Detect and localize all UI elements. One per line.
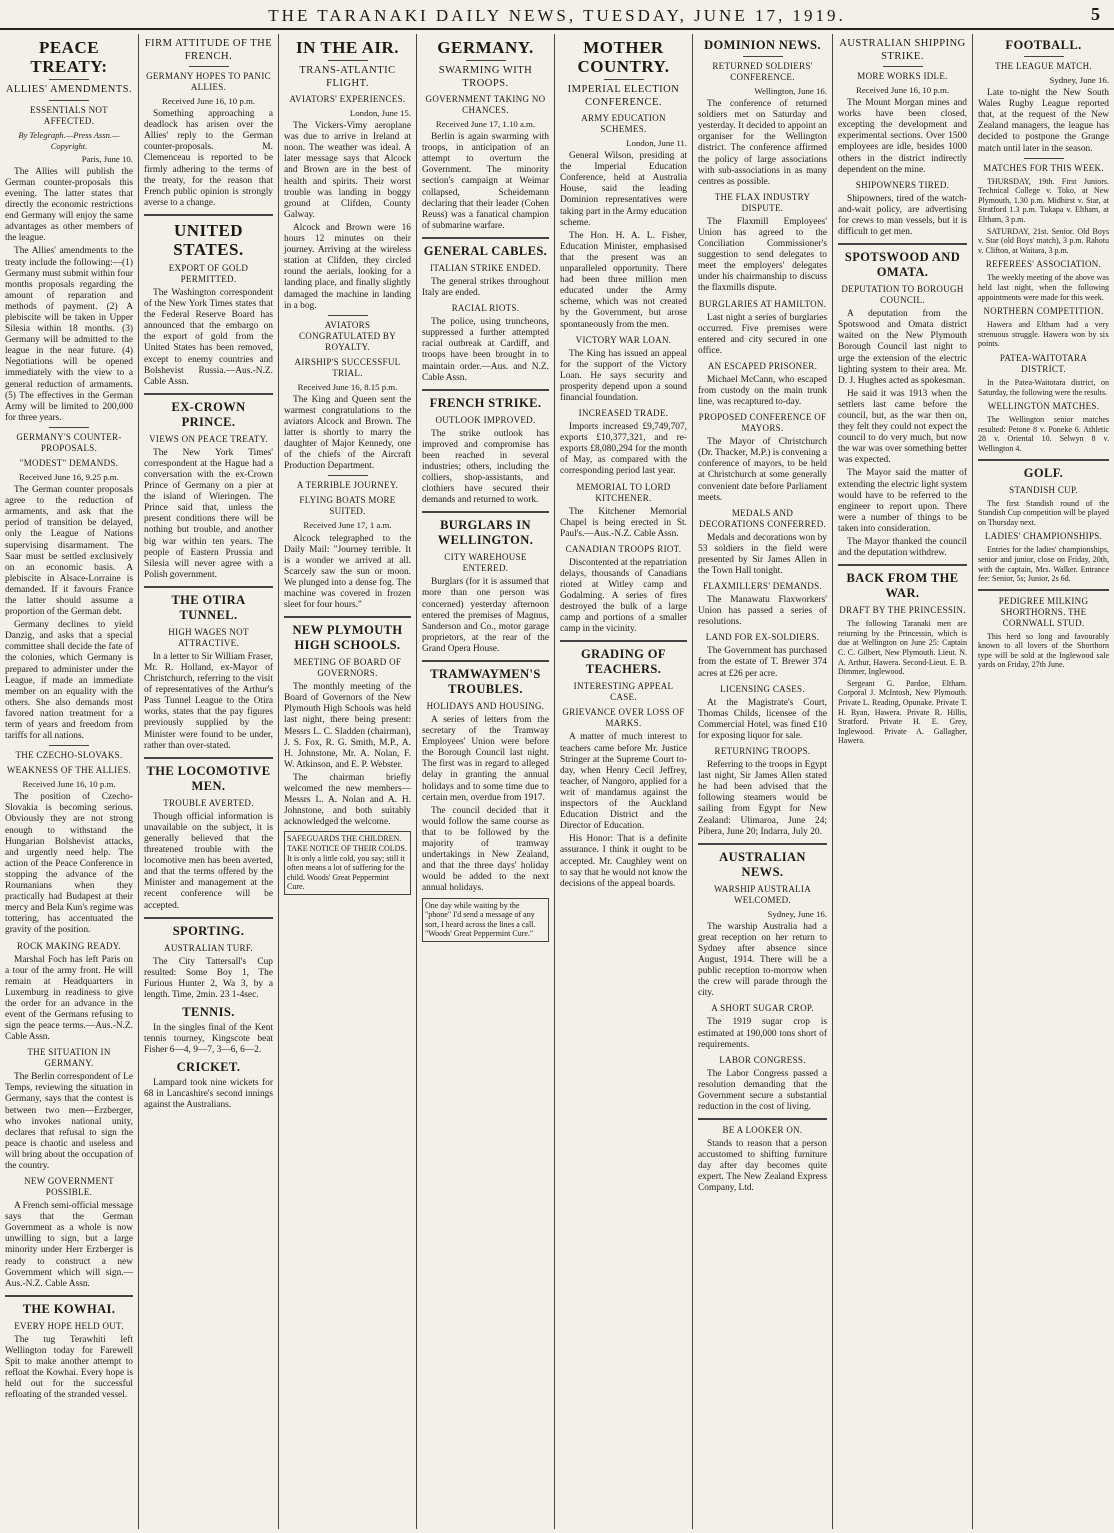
article-subhead: DEPUTATION TO BOROUGH COUNCIL.: [841, 284, 964, 306]
paragraph: The Allies' amendments to the treaty include the following:—(1) Germany must submit within four months proposals regarding the amount of reparation and methods of payment. (2) A plebiscite will be taken in Upper Silesia within 18 months. (3) Germany will be admitted to the league in the near future. (4) Negotiations will be opened immediately with the view to a general reduction of armaments. (5) The effectives in the German Army will be limited to 200,000 for three years.: [5, 246, 133, 423]
dateline: London, June 15.: [349, 108, 411, 118]
article-subhead: MEDALS AND DECORATIONS CONFERRED.: [698, 507, 827, 529]
article-headline: CRICKET.: [176, 1060, 241, 1075]
paragraph: Alcock and Brown were 16 hours 12 minutes on their journey. Arriving at the wireless station at Clifden, they circled round the aerials, looking for a landing place, and finally slightly damaged the machine in landing in a bog.: [284, 222, 411, 311]
paragraph: The first Standish round of the Standish Cup competition will be played on Thursday next.: [978, 498, 1109, 527]
paragraph: Last night a series of burglaries occurred. Five premises were entered and city secured in one office.: [698, 312, 827, 356]
article-subhead: THE LEAGUE MATCH.: [995, 61, 1092, 71]
paragraph: The King and Queen sent the warmest congratulations to the aviators Alcock and Brown. The latter is shortly to marry the daughter of Major Kennedy, one of the chiefs of the Aircraft Production Department.: [284, 394, 411, 472]
dateline: Received June 17, 1.10 a.m.: [435, 119, 536, 129]
article-headline: TRAMWAYMEN'S TROUBLES.: [430, 667, 541, 696]
paragraph: The strike outlook has improved and compromise has been reached in several industries; others, including the colliers, shop-assistants, and clothiers have secured their demands and returned to work.: [422, 428, 549, 506]
paragraph: In the Patea-Waitotara district, on Saturday, the following were the results.: [978, 377, 1109, 397]
page-number: 5: [1091, 4, 1100, 24]
article-subhead: VIEWS ON PEACE TREATY.: [149, 433, 268, 444]
paragraph: Medals and decorations won by 53 soldiers in the field were presented by Sir James Allen in the Town Hall tonight.: [698, 532, 827, 576]
article-subhead: "MODEST" DEMANDS.: [19, 457, 119, 468]
paragraph: The Kitchener Memorial Chapel is being erected in St. Paul's.—Aus.-N.Z. Cable Assn.: [560, 506, 687, 539]
paragraph: The weekly meeting of the above was held last night, when the following appointments were made for this week.: [978, 273, 1109, 302]
paragraph: Entries for the ladies' championships, senior and junior, close on Friday, 20th, with the captain, Mrs. Walker. Entrance fee: Senior, 5s; Junior, 2s 6d.: [978, 545, 1109, 584]
article-headline: EX-CROWN PRINCE.: [171, 399, 246, 429]
paragraph: The Mayor of Christchurch (Dr. Thacker, M.P.) is convening a conference of mayors, to be held at Christchurch at some generally convenient date before Parliament meets.: [698, 437, 827, 503]
masthead: [0, 0, 1114, 30]
column-8: [973, 34, 1114, 1529]
dateline: Sydney, June 16.: [767, 908, 827, 919]
paragraph: THURSDAY, 19th. First Juniors. Technical College v. Toko, at New Plymouth, 1.30 p.m. Midhirst v. Star, at Stratford 1.3 p.m. Tukapa v. Eltham, at Eltham, 3 p.m.: [978, 176, 1109, 225]
paragraph: The Allies will publish the German counter-proposals this evening. The latter states that directly the economic restrictions end Germany will enjoy the same advantages as other members of the league.: [5, 166, 133, 244]
paragraph: The 1919 sugar crop is estimated at 190,000 tons short of requirements.: [698, 1017, 827, 1050]
article-subhead: TRANS-ATLANTIC FLIGHT.: [299, 65, 396, 89]
article-headline: BACK FROM THE WAR.: [846, 571, 959, 601]
dateline: Wellington, June 16.: [754, 86, 827, 96]
article-subhead: CITY WAREHOUSE ENTERED.: [444, 552, 527, 574]
article-subhead: IMPERIAL ELECTION CONFERENCE.: [567, 84, 680, 108]
paragraph: The conference of returned soldiers met on Saturday and yesterday. It decided to appoint an organiser for the Wellington district. The conference affirmed the policy of large associations with sub-associations in as many centres as possible.: [698, 99, 827, 187]
article-subhead: LAND FOR EX-SOLDIERS.: [705, 632, 820, 643]
article-subhead: DRAFT BY THE PRINCESSIN.: [839, 605, 966, 616]
newspaper-title: THE TARANAKI DAILY NEWS, TUESDAY, JUNE 17, 1919.: [268, 6, 846, 25]
paragraph: A French semi-official message says that the German Government as a whole is now unwilling to sign, but a large minority under Herr Erzberger is ready to construct a new Government which will sign.—Aus.-N.Z. Cable Assn.: [5, 1201, 133, 1289]
article-subhead: RETURNING TROOPS.: [714, 746, 811, 757]
article-subhead: AN ESCAPED PRISONER.: [707, 360, 818, 371]
column-1: [0, 34, 138, 1529]
dateline: Received June 16, 10 p.m.: [855, 85, 950, 95]
article-subhead: VICTORY WAR LOAN.: [575, 334, 672, 345]
paragraph: In a letter to Sir William Fraser, Mr. R. Holland, ex-Mayor of Christchurch, referring to the visit of representatives of the Arthur's Pass Tunnel League to the Otira works, states that the pay figures previously supplied by the Minister were found to be under, rather than over-stated.: [144, 651, 273, 751]
article-subhead: TROUBLE AVERTED.: [163, 797, 254, 808]
paragraph: At the Magistrate's Court, Thomas Childs, licensee of the Commercial Hotel, was fined £10 for exposing liquor for sale.: [698, 697, 827, 741]
paragraph: Burglars (for it is assumed that more than one person was concerned) yesterday afternoon entered the premises of Magnus, Sanderson and Co., motor garage proprietors, at the rear of the Grand Opera House.: [422, 577, 549, 654]
article-headline: GOLF.: [1023, 465, 1064, 480]
paragraph: Germany declines to yield Danzig, and asks that a special committee shall decide the fate of the colonies, which Germany is prepared to administer under the League, if made an immediate member on an equality with the others. She also demands most favored nation treatment for a term of years and freedom from tariffs for all nations.: [5, 620, 133, 742]
article-subhead: GOVERNMENT TAKING NO CHANCES.: [425, 94, 546, 115]
article-subhead: HOLIDAYS AND HOUSING.: [426, 701, 545, 711]
article-subhead: CANADIAN TROOPS RIOT.: [565, 543, 682, 554]
article-subhead: AIRSHIP'S SUCCESSFUL TRIAL.: [294, 356, 401, 378]
paragraph: Discontented at the repatriation delays, thousands of Canadians rioted at Witley camp and Godalming. A series of fires destroyed the bulk of a large camp and portions of a smaller camp in the vicinity.: [560, 557, 687, 635]
article-headline: FRENCH STRIKE.: [429, 395, 542, 410]
article-subhead: MEETING OF BOARD OF GOVERNORS.: [293, 657, 402, 679]
article-subhead: A TERRIBLE JOURNEY.: [296, 480, 399, 491]
paragraph: Berlin is again swarming with troops, in anticipation of an attempt to overturn the Government. The minority section's campaign at Weimar collapsed, Scheidemann declaring that their leader (Cohen Reuss) was a fanatical champion of submarine warfare.: [422, 132, 549, 231]
article-subhead: GRIEVANCE OVER LOSS OF MARKS.: [562, 707, 685, 729]
article-headline: THE CZECHO-SLOVAKS.: [15, 750, 123, 761]
article-subhead: A SHORT SUGAR CROP.: [711, 1003, 814, 1014]
column-6: [693, 34, 832, 1529]
paragraph: The police, using truncheons, suppressed a further attempted racial outbreak at Cardiff, and troops have been brought in to maintain order.—Aus. and N.Z. Cable Assn.: [422, 317, 549, 383]
advertisement: One day while waiting by the "phone" I'd send a message of any sort, I heard across the lines a call. "Woods' Great Peppermint Cure.": [422, 898, 549, 942]
article-subhead: ROCK MAKING READY.: [17, 940, 121, 951]
article-headline: PEDIGREE MILKING SHORTHORNS. THE CORNWALL STUD.: [998, 595, 1089, 628]
article-subhead: INTERESTING APPEAL CASE.: [573, 681, 674, 703]
article-subhead: EVERY HOPE HELD OUT.: [14, 1320, 124, 1331]
dateline: Received June 16, 10 p.m.: [22, 779, 116, 790]
byline: By Telegraph.—Press Assn.—Copyright.: [18, 129, 120, 151]
article-subhead: WARSHIP AUSTRALIA WELCOMED.: [713, 883, 812, 905]
paragraph: Imports increased £9,749,707, exports £10,377,321, and re-exports £8,080,294 for the month of May, as compared with the corresponding period last year.: [560, 422, 687, 477]
dateline: Received June 16, 9.25 p.m.: [19, 471, 119, 482]
dateline: Paris, June 10.: [81, 153, 133, 164]
article-subhead: INCREASED TRADE.: [578, 408, 669, 419]
column-2: [139, 34, 278, 1529]
paragraph: The Vickers-Vimy aeroplane was due to arrive in Ireland at noon. The weather was ideal. A later message says that Alcock and Brown are in the best of health and spirits. Their worst trouble was landing in boggy ground at Clifden, County Galway.: [284, 121, 411, 220]
paragraph: The warship Australia had a great reception on her return to Sydney after absence since August, 1914. There will be a public reception to-morrow when the crew will parade through the city.: [698, 921, 827, 999]
column-5: [555, 34, 692, 1529]
dateline: Received June 16, 10 p.m.: [161, 96, 256, 106]
paragraph: The Berlin correspondent of Le Temps, reviewing the situation in Germany, says that the contest is between two men—Erzberger, who invokes national unity, declares that refusal to sign the peace is chaotic and useless and will bring about the occupation of the country.: [5, 1072, 133, 1171]
article-headline: THE KOWHAI.: [22, 1301, 116, 1316]
paragraph: The Wellington senior matches resulted: Petone 8 v. Poneke 6. Athletic 28 v. Oriental 10. Selwyn 8 v. Wellington 4.: [978, 415, 1109, 453]
article-subhead: SWARMING WITH TROOPS.: [438, 65, 533, 89]
paragraph: Late to-night the New South Wales Rugby League reported that, at the request of the New Zealand managers, the league has decided to postpone the Grange match until later in the season.: [978, 88, 1109, 154]
paragraph: The City Tattersall's Cup resulted: Some Boy 1, The Furious Hunter 2, Wa 3, by a length. Time, 2min. 23 1-4sec.: [144, 956, 273, 1000]
article-subhead: PATEA-WAITOTARA DISTRICT.: [999, 352, 1088, 374]
article-headline: PEACE TREATY:: [30, 38, 108, 76]
article-subhead: LADIES' CHAMPIONSHIPS.: [984, 531, 1103, 542]
article-headline: GERMANY'S COUNTER-PROPOSALS.: [16, 431, 122, 453]
paragraph: The New York Times' correspondent at the Hague had a conversation with the ex-Crown Prince of Germany on a pier at the island of Wieringen. The Prince said that, unless the present conditions there will be nothing but trouble, and another big war within ten years. The people of Eastern Prussia and Silesia will never agree with a Polish government.: [144, 447, 273, 580]
article-headline: GRADING OF TEACHERS.: [581, 647, 666, 677]
paragraph: The King has issued an appeal for the support of the Victory Loan. He says security and prosperity depend upon a sound financial foundation.: [560, 348, 687, 403]
article-headline: THE LOCOMOTIVE MEN.: [146, 763, 271, 793]
article-subhead: ESSENTIALS NOT AFFECTED.: [30, 104, 108, 126]
article-subhead: ALLIES' AMENDMENTS.: [5, 84, 133, 95]
article-headline: FIRM ATTITUDE OF THE FRENCH.: [144, 38, 273, 62]
paragraph: Alcock telegraphed to the Daily Mail: "Journey terrible. It is a wonder we arrived at all. Scarcely saw the sun or moon. We plunged into a dense fog. The machine was covered in frozen sleet for four hours.": [284, 533, 411, 611]
paragraph: In the singles final of the Kent tennis tourney, Kingscote beat Fisher 6—4, 9—7, 3—6, 6—2.: [144, 1022, 273, 1056]
article-headline: IN THE AIR.: [296, 38, 399, 57]
article-subhead: ITALIAN STRIKE ENDED.: [430, 262, 541, 273]
paragraph: The chairman briefly welcomed the new members—Messrs L. A. Nolan and A. H. Johnstone, and both suitably acknowledged the welcome.: [284, 772, 411, 828]
article-headline: MOTHER COUNTRY.: [577, 38, 670, 76]
paragraph: The following Taranaki men are returning by the Princessin, which is due at Wellington on June 25: Captain C. C. Gilbert, New Plymouth. Lieut. N. A. Arthur, Hawera. Second-Lieut. E. B. Dimmer, Inglewood.: [838, 619, 967, 677]
paragraph: A matter of much interest to teachers came before Mr. Justice Stringer at the Supreme Court to-day, when Henry Cecil Jeffrey, teacher, of Nangoro, applied for a writ of mandamus against the inspectors of the Auckland Education District and the Director of Education.: [560, 732, 687, 832]
paragraph: The Labor Congress passed a resolution demanding that the Government secure a substantial reduction in the cost of living.: [698, 1068, 827, 1112]
dateline: Received June 16, 8.15 p.m.: [297, 381, 398, 392]
article-subhead: FLAXMILLERS' DEMANDS.: [703, 581, 822, 592]
paragraph: The German counter proposals agree to the reduction of armaments, and ask that the period of transition be delayed, only the League of Nations supervising disarmament. The Saar must be settled exclusively on an economic basis. A plebiscite in Alsace-Lorraine is demanded. If it favours France the latter should assume a proportion of the German debt.: [5, 485, 133, 618]
paragraph: The Manawatu Flaxworkers' Union has passed a series of resolutions.: [698, 595, 827, 628]
paragraph: Lampard took nine wickets for 68 in Lancashire's second innings against the Australians.: [144, 1078, 273, 1111]
paragraph: He said it was 1913 when the settlers last came before the council, but, as the war then on, they felt they could not expect the council to do very much, but now the war was over something better was expected.: [838, 388, 967, 466]
paragraph: The council decided that it would follow the same course as that to be followed by the majority of tramway undertakings in New Zealand, and that the three days' holiday would be added to the next annual holidays.: [422, 805, 549, 894]
paragraph: The monthly meeting of the Board of Governors of the New Plymouth High Schools was held last night, there being present: Messrs L. C. Sladden (chairman), J. S. Fox, R. G. Smith, M.P., A. H. Johnstone, Mr. A. Nolan, F. W. Atkinson, and E. P. Webster.: [284, 682, 411, 770]
paragraph: Shipowners, tired of the watch-and-wait policy, are advertising for crews to man vessels, but it is difficult to get men.: [838, 193, 967, 238]
column-7: [833, 34, 972, 1529]
article-headline: THE OTIRA TUNNEL.: [171, 592, 246, 622]
article-subhead: WEAKNESS OF THE ALLIES.: [6, 765, 132, 776]
article-headline: SPOTSWOOD AND OMATA.: [844, 250, 961, 280]
paragraph: The Washington correspondent of the New York Times states that the Federal Reserve Board has announced that the embargo on the export of gold from the United States has been removed, except to enemy countries and Bolshevist Russia.—Aus.-N.Z. Cable Assn.: [144, 287, 273, 387]
article-subhead: EXPORT OF GOLD PERMITTED.: [168, 262, 249, 284]
article-subhead: BURGLARIES AT HAMILTON.: [698, 298, 827, 309]
article-headline: DOMINION NEWS.: [704, 38, 821, 52]
article-headline: GERMANY.: [437, 38, 534, 57]
paragraph: A deputation from the Spotswood and Omata district waited on the New Plymouth Borough Council last night to urge the extension of the electric lighting system to their area. Mr. D. J. Hughes acted as spokesman.: [838, 309, 967, 386]
paragraph: The Flaxmill Employees' Union has agreed to the Conciliation Commissioner's suggestion to send delegates to meet the employers' delegates under his chairmanship to discuss the flaxmills dispute.: [698, 216, 827, 294]
article-subhead: LABOR CONGRESS.: [719, 1054, 806, 1065]
article-subhead: LICENSING CASES.: [720, 683, 805, 694]
article-subhead: AUSTRALIAN TURF.: [164, 942, 253, 953]
article-subhead: THE FLAX INDUSTRY DISPUTE.: [714, 191, 811, 213]
article-subhead: PROPOSED CONFERENCE OF MAYORS.: [698, 412, 827, 434]
paragraph: Referring to the troops in Egypt last night, Sir James Allen stated he had been advised that the following steamers would be sailing from Egypt for New Zealand: Ulimaroa, June 24; Pibera, June 20; Indarra, July 20.: [698, 760, 827, 837]
column-3: [279, 34, 416, 1529]
dateline: London, June 11.: [626, 138, 687, 148]
article-subhead: MORE WORKS IDLE.: [857, 71, 948, 81]
paragraph: The Mount Morgan mines and works have been closed, excepting the development and experimental sections. Over 1500 employees are idle, besides 1000 others in the district indirectly dependent on the mine.: [838, 98, 967, 175]
article-headline: AUSTRALIAN NEWS.: [719, 849, 806, 879]
dateline: Sydney, June 16.: [1049, 75, 1109, 85]
article-headline: AUSTRALIAN SHIPPING STRIKE.: [839, 38, 966, 62]
paragraph: His Honor: That is a definite assurance. I think it ought to be accepted. Mr. Caughley went on to say that he would not know the decisions of the appeal boards.: [560, 834, 687, 889]
article-subhead: WELLINGTON MATCHES.: [987, 401, 1100, 412]
article-subhead: NORTHERN COMPETITION.: [983, 306, 1104, 317]
paragraph: The Hon. H. A. L. Fisher, Education Minister, emphasised that the present was an unparalleled opportunity. There had been three million men educated under the Army scheme, which was not created by the Government, but arose spontaneously from the men.: [560, 230, 687, 330]
paragraph: The Mayor said the matter of extending the electric light system would have to be referred to the engineer to report upon. There were a number of things to be taken into consideration.: [838, 468, 967, 534]
article-subhead: THE SITUATION IN GERMANY.: [27, 1047, 111, 1069]
paragraph: Something approaching a deadlock has arisen over the Allies' reply to the German counter-proposals. M. Clemenceau is reported to be firmly adhering to the terms of the treaty, for the reason that French public opinion is strongly averse to a change.: [144, 109, 273, 208]
article-subhead: AVIATORS CONGRATULATED BY ROYALTY.: [298, 319, 397, 352]
paragraph: Marshal Foch has left Paris on a tour of the army front. He will remain at Headquarters in Luxemburg in readiness to give the order for an advance in the event of the Germans refusing to sign the peace terms.—Aus.-N.Z. Cable Assn.: [5, 954, 133, 1043]
article-subhead: REFEREES' ASSOCIATION.: [985, 259, 1102, 270]
article-subhead: SHIPOWNERS TIRED.: [855, 179, 950, 190]
paragraph: General Wilson, presiding at the Imperial Education Conference, held at Australia House, said the leading Dominion representatives were taking part in the Army education scheme.: [560, 151, 687, 228]
article-subhead: ARMY EDUCATION SCHEMES.: [581, 113, 666, 134]
paragraph: Though official information is unavailable on the subject, it is generally believed that the threatened trouble with the locomotive men has been averted, and that the terms offered by the Minister and management at the recent conference will be accepted.: [144, 811, 273, 911]
paragraph: Stands to reason that a person accustomed to shifting furniture day after day becomes quite expert. The New Zealand Express Company, Ltd.: [698, 1139, 827, 1194]
paragraph: This herd so long and favourably known to all lovers of the Shorthorn type will be sold at the Inglewood sale yards on Friday, 27th June.: [978, 631, 1109, 670]
article-headline: NEW PLYMOUTH HIGH SCHOOLS.: [292, 623, 403, 653]
paragraph: Sergeant G. Pardoe, Eltham. Corporal J. McIntosh, New Plymouth. Private L. Reading, Opunake. Private T. H. Ryan, Hawera. Private R. Hillis, Stratford. Private H. E. Grey, Inglewood. Private A. Gallagher, Hawera.: [838, 678, 967, 746]
article-subhead: RACIAL RIOTS.: [451, 303, 520, 314]
column-4: [417, 34, 554, 1529]
paragraph: Hawera and Eltham had a very strenuous struggle. Hawera won by six points.: [978, 320, 1109, 349]
article-headline: UNITED STATES.: [173, 220, 244, 259]
article-headline: BE A LOOKER ON.: [722, 1125, 803, 1136]
article-headline: GENERAL CABLES.: [423, 243, 548, 258]
paragraph: The general strikes throughout Italy are ended.: [422, 276, 549, 299]
article-subhead: AVIATORS' EXPERIENCES.: [289, 94, 406, 104]
paragraph: A series of letters from the secretary of the Tramway Employees' Union were before the Borough Council last night. The first was in regard to alleged delay in granting the annual holidays and to some time due to certain men, overdue from 1917.: [422, 715, 549, 803]
advertisement: SAFEGUARDS THE CHILDREN. TAKE NOTICE OF THEIR COLDS. It is only a little cold, you say; still it often means a lot of suffering for the child. Woods' Great Peppermint Cure.: [284, 831, 411, 895]
paragraph: The Mayor thanked the council and the deputation withdrew.: [838, 537, 967, 559]
article-headline: BURGLARS IN WELLINGTON.: [437, 518, 534, 548]
article-subhead: FLYING BOATS MORE SUITED.: [299, 495, 396, 517]
article-headline: FOOTBALL.: [1005, 38, 1082, 52]
paragraph: SATURDAY, 21st. Senior. Old Boys v. Star (old Boys' match), 3 p.m. Rahotu v. Clifton, at Waitara, 3 p.m.: [978, 226, 1109, 255]
paragraph: The position of Czecho-Slovakia is becoming serious. Obviously they are not strong enough to withstand the Hungarian Bolshevist attacks, and urgently need help. The action of the Peace Conference in stopping the advance of the Roumanians when they practically had Budapest at their mercy and Bela Kun's regime was tottering, has accentuated the gravity of the position.: [5, 792, 133, 936]
article-subhead: GERMANY HOPES TO PANIC ALLIES.: [146, 71, 271, 92]
article-subhead: RETURNED SOLDIERS' CONFERENCE.: [712, 61, 813, 82]
paragraph: Michael McCann, who escaped from custody on the main trunk line, was recaptured to-day.: [698, 374, 827, 408]
article-headline: SPORTING.: [172, 923, 245, 938]
dateline: Received June 17, 1 a.m.: [303, 520, 392, 531]
article-subhead: NEW GOVERNMENT POSSIBLE.: [24, 1176, 114, 1198]
article-headline: TENNIS.: [182, 1004, 235, 1019]
paragraph: The tug Terawhiti left Wellington today for Farewell Spit to make another attempt to refloat the Kowhai. Every hope is held out for the successful refloating of the stranded vessel.: [5, 1334, 133, 1401]
article-subhead: MATCHES FOR THIS WEEK.: [983, 162, 1104, 173]
article-subhead: MEMORIAL TO LORD KITCHENER.: [576, 481, 671, 503]
article-subhead: STANDISH CUP.: [1009, 484, 1078, 495]
article-subhead: OUTLOOK IMPROVED.: [435, 414, 536, 425]
paragraph: The Government has purchased from the estate of T. Brewer 374 acres at £26 per acre.: [698, 646, 827, 679]
article-subhead: HIGH WAGES NOT ATTRACTIVE.: [168, 626, 249, 648]
